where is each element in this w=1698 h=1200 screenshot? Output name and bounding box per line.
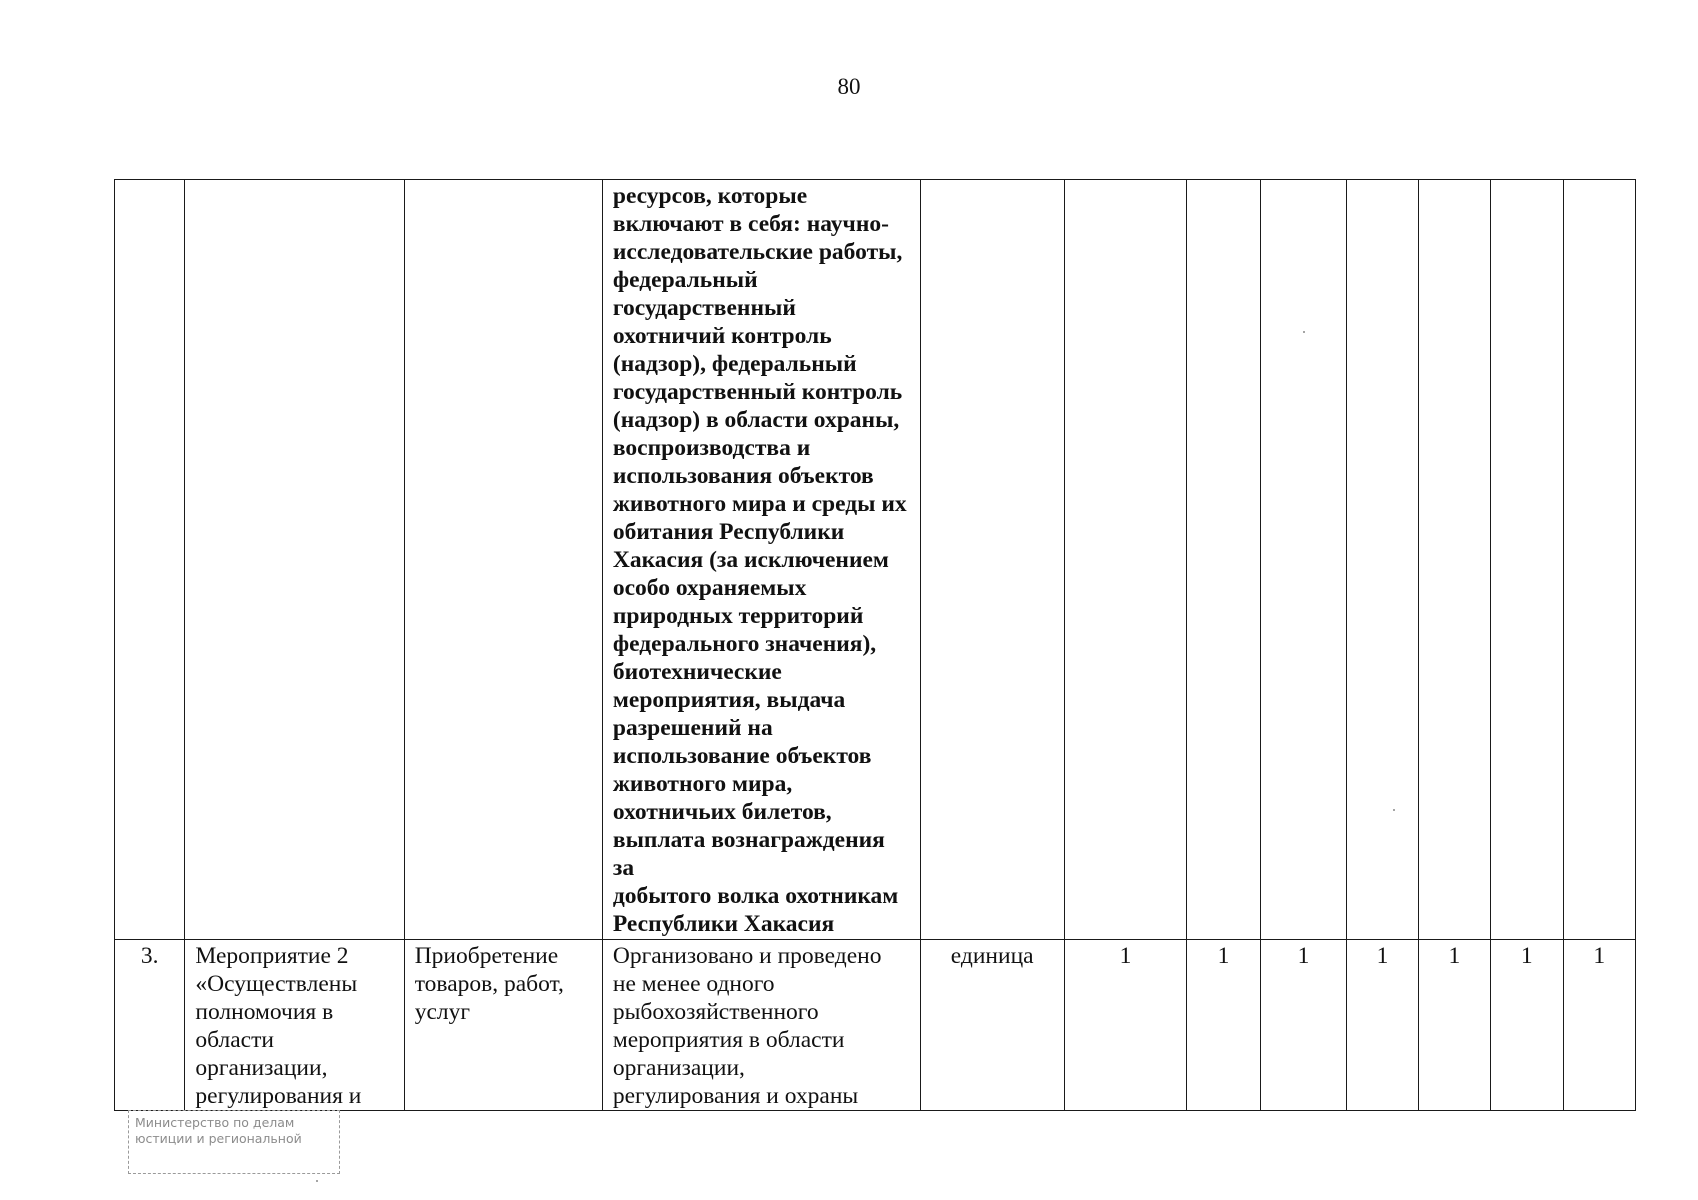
stamp-line-2: юстиции и региональной (135, 1131, 302, 1146)
table-row-3 (115, 940, 1636, 1111)
cell-value-6 (1491, 180, 1563, 940)
cell-value-4: 1 (1347, 940, 1418, 1111)
cell-value-4 (1347, 180, 1418, 940)
program-table (114, 179, 1636, 1111)
scan-speck (316, 1180, 318, 1182)
cell-result: ресурсов, которые включают в себя: научно- исследовательские работы, федеральный государственный охотничий контроль (надзор), федеральный государственный контроль (надзор) в области охраны, воспроизводства и использования объектов животного мира и среды их обитания Республики Хакасия (за исключением особо охраняемых природных территорий федерального значения), биотехнические мероприятия, выдача разрешений на использование объектов животного мира, охотничьих билетов, выплата вознаграждения за добытого волка охотникам Республики Хакасия (602, 180, 920, 940)
cell-value-1: 1 (1064, 940, 1187, 1111)
cell-value-3 (1260, 180, 1347, 940)
cell-type (404, 180, 602, 940)
scan-speck (1393, 809, 1395, 811)
cell-value-5: 1 (1418, 940, 1490, 1111)
cell-value-5 (1418, 180, 1490, 940)
cell-value-2: 1 (1187, 940, 1260, 1111)
cell-value-1 (1064, 180, 1187, 940)
table-row-continuation (115, 180, 1636, 940)
scan-speck (1303, 331, 1305, 333)
cell-unit: единица (920, 940, 1064, 1111)
cell-type: Приобретение товаров, работ, услуг (404, 940, 602, 1111)
cell-number (115, 180, 185, 940)
cell-value-6: 1 (1491, 940, 1563, 1111)
cell-event: Мероприятие 2 «Осуществлены полномочия в области организации, регулирования и (185, 940, 404, 1111)
stamp-line-1: Министерство по делам (135, 1115, 295, 1130)
cell-value-7: 1 (1563, 940, 1636, 1111)
cell-value-2 (1187, 180, 1260, 940)
cell-number: 3. (115, 940, 185, 1111)
page-number: 80 (837, 74, 861, 99)
cell-unit (920, 180, 1064, 940)
cell-value-3: 1 (1260, 940, 1347, 1111)
cell-result: Организовано и проведено не менее одного рыбохозяйственного мероприятия в области организации, регулирования и охраны (602, 940, 920, 1111)
cell-value-7 (1563, 180, 1636, 940)
cell-event (185, 180, 404, 940)
registration-stamp (128, 1110, 340, 1174)
